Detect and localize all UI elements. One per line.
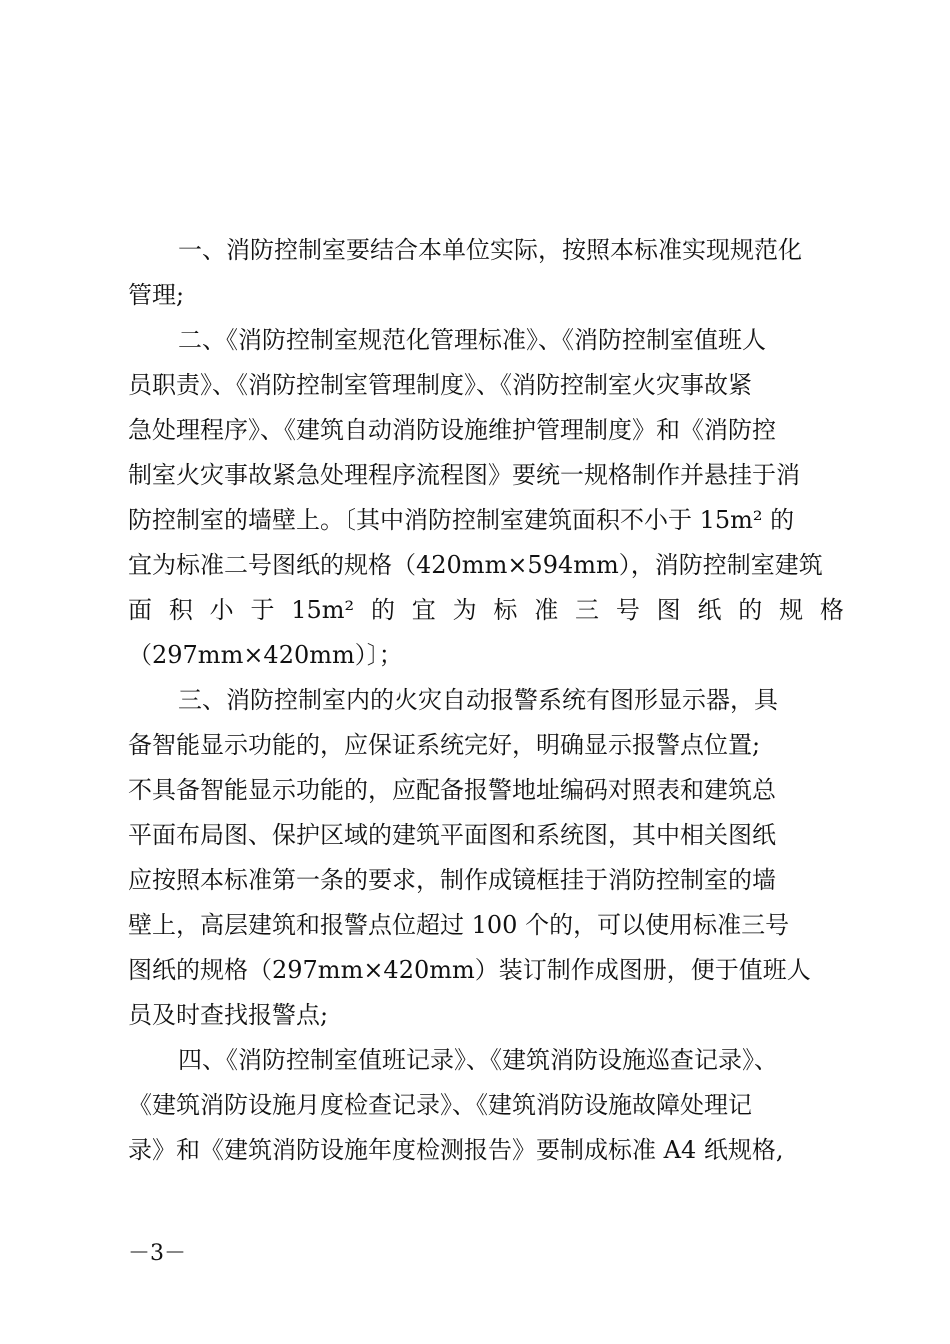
paragraph-1-line-2: 管理;: [128, 281, 185, 309]
spread-word: 号: [615, 596, 640, 624]
paragraph-2-line-6: 宜为标准二号图纸的规格（420mm×594mm），消防控制室建筑: [128, 551, 823, 579]
spread-word: 三: [575, 596, 600, 624]
paragraph-3-line-5: 应按照本标准第一条的要求，制作成镜框挂于消防控制室的墙: [128, 866, 776, 894]
spread-word: 的: [738, 596, 763, 624]
spread-word: 图: [656, 596, 681, 624]
spread-word: 15m²: [291, 596, 355, 624]
paragraph-2-line-8: （297mm×420mm）〕；: [128, 641, 403, 669]
paragraph-2-line-5: 防控制室的墙壁上。〔其中消防控制室建筑面积不小于 15m² 的: [128, 506, 795, 534]
paragraph-1-line-1: 一、消防控制室要结合本单位实际，按照本标准实现规范化: [178, 236, 802, 264]
spread-word: 纸: [697, 596, 722, 624]
spread-word: 为: [452, 596, 477, 624]
paragraph-3-line-4: 平面布局图、保护区域的建筑平面图和系统图，其中相关图纸: [128, 821, 776, 849]
paragraph-2-line-7: [128, 595, 844, 625]
paragraph-4-line-2: 《建筑消防设施月度检查记录》、《建筑消防设施故障处理记: [128, 1091, 752, 1119]
paragraph-3-line-7: 图纸的规格（297mm×420mm）装订制作成图册，便于值班人: [128, 956, 811, 984]
spread-word: 标: [493, 596, 518, 624]
spread-word: 准: [534, 596, 559, 624]
spread-word: 宜: [411, 596, 436, 624]
paragraph-3-line-1: 三、消防控制室内的火灾自动报警系统有图形显示器，具: [178, 686, 778, 714]
paragraph-3-line-6: 壁上，高层建筑和报警点位超过 100 个的，可以使用标准三号: [128, 911, 790, 939]
spread-word: 面: [128, 596, 152, 624]
spread-word: 于: [250, 596, 275, 624]
spread-word: 格: [819, 596, 844, 624]
paragraph-2-line-2: 员职责》、《消防控制室管理制度》、《消防控制室火灾事故紧: [128, 371, 752, 399]
paragraph-2-line-3: 急处理程序》、《建筑自动消防设施维护管理制度》和《消防控: [128, 416, 776, 444]
paragraph-3-line-8: 员及时查找报警点;: [128, 1001, 329, 1029]
spread-word: 积: [168, 596, 193, 624]
paragraph-3-line-2: 备智能显示功能的，应保证系统完好，明确显示报警点位置;: [128, 731, 761, 759]
spread-word: 的: [370, 596, 395, 624]
paragraph-4-line-1: 四、《消防控制室值班记录》、《建筑消防设施巡查记录》、: [178, 1046, 778, 1074]
page-number: －3－: [128, 1241, 186, 1266]
paragraph-2-line-1: 二、《消防控制室规范化管理标准》、《消防控制室值班人: [178, 326, 766, 354]
spread-word: 小: [209, 596, 234, 624]
paragraph-3-line-3: 不具备智能显示功能的，应配备报警地址编码对照表和建筑总: [128, 776, 776, 804]
paragraph-2-line-4: 制室火灾事故紧急处理程序流程图》要统一规格制作并悬挂于消: [128, 461, 800, 489]
spread-word: 规: [779, 596, 804, 624]
paragraph-4-line-3: 录》和《建筑消防设施年度检测报告》要制成标准 A4 纸规格,: [128, 1136, 784, 1164]
